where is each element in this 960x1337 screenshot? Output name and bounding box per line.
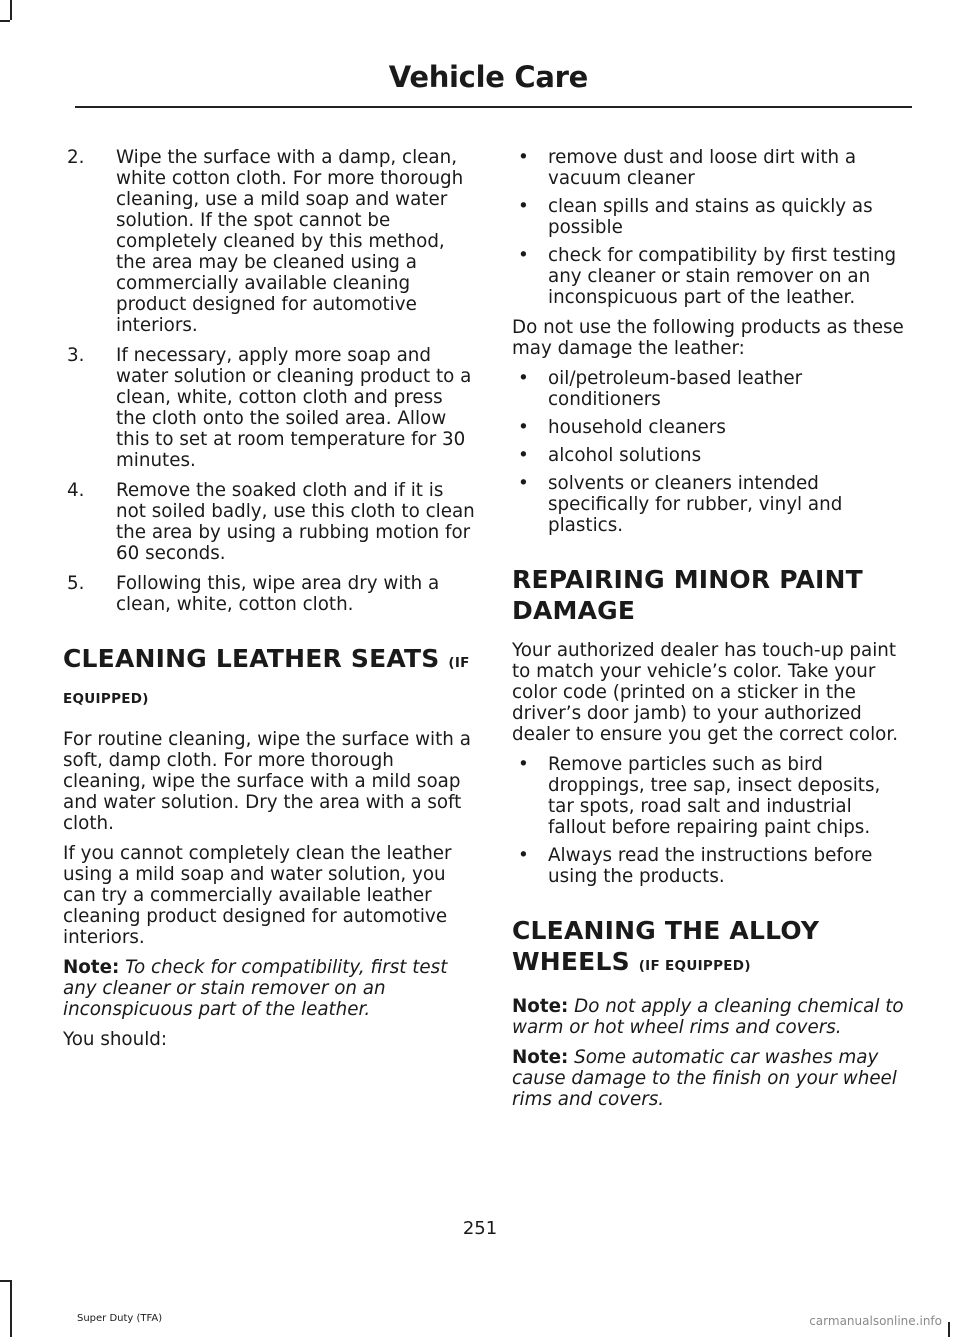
step-text: If necessary, apply more soap and water solution or cleaning product to a clean, white, cotton cloth and press the cloth onto the soiled area. Allow this to set at room temperature for 30 minutes. bbox=[116, 345, 472, 471]
paragraph: Do not use the following products as these may damage the leather: bbox=[512, 317, 904, 359]
right-column bbox=[512, 147, 907, 1119]
note-label: Note: bbox=[512, 1047, 569, 1068]
step-number: 4. bbox=[67, 480, 85, 501]
leather-seats-heading bbox=[63, 643, 475, 715]
heading-text: CLEANING LEATHER SEATS bbox=[63, 644, 440, 673]
list-item-text: solvents or cleaners intended specifically for rubber, vinyl and plastics. bbox=[548, 473, 843, 536]
page-number: 251 bbox=[462, 1218, 498, 1239]
bullet: • bbox=[518, 845, 529, 866]
note-text: To check for compatibility, first test any cleaner or stain remover on an inconspicuous part of the leather. bbox=[63, 957, 448, 1020]
bullet: • bbox=[518, 245, 529, 266]
paragraph: For routine cleaning, wipe the surface with a soft, damp cloth. For more thorough cleaning, wipe the surface with a mild soap and water solution. Dry the area with a soft cloth. bbox=[63, 729, 471, 834]
left-column bbox=[63, 147, 475, 1059]
bullet: • bbox=[518, 417, 529, 438]
note bbox=[512, 1047, 907, 1110]
list-item-text: household cleaners bbox=[548, 417, 726, 438]
list-item bbox=[63, 573, 475, 615]
list-item bbox=[512, 196, 907, 238]
bullet: • bbox=[518, 754, 529, 775]
list-item-text: Remove particles such as bird droppings, tree sap, insect deposits, tar spots, road salt and industrial fallout before repairing paint chips. bbox=[548, 754, 881, 838]
list-item-text: Always read the instructions before using the products. bbox=[548, 845, 873, 887]
paint-damage-heading: REPAIRING MINOR PAINT DAMAGE bbox=[512, 565, 863, 625]
list-item bbox=[63, 480, 475, 564]
list-item bbox=[512, 368, 907, 410]
heading-qualifier: (IF EQUIPPED) bbox=[63, 655, 470, 707]
list-item bbox=[512, 754, 907, 838]
list-item bbox=[512, 473, 907, 536]
section-title: Vehicle Care bbox=[388, 60, 588, 94]
paint-list bbox=[512, 754, 907, 887]
step-text: Following this, wipe area dry with a clean, white, cotton cloth. bbox=[116, 573, 440, 615]
step-number: 5. bbox=[67, 573, 85, 594]
note-text: Do not apply a cleaning chemical to warm or hot wheel rims and covers. bbox=[512, 996, 904, 1038]
footer-model: Super Duty (TFA) bbox=[77, 1313, 163, 1324]
list-item bbox=[512, 845, 907, 887]
heading-text: CLEANING THE ALLOY WHEELS bbox=[512, 916, 820, 976]
list-item-text: clean spills and stains as quickly as possible bbox=[548, 196, 873, 238]
should-list bbox=[512, 147, 907, 308]
note-label: Note: bbox=[63, 957, 120, 978]
note-text: Some automatic car washes may cause damage to the finish on your wheel rims and covers. bbox=[512, 1047, 897, 1110]
step-number: 3. bbox=[67, 345, 85, 366]
list-item bbox=[512, 147, 907, 189]
paragraph: You should: bbox=[63, 1029, 168, 1050]
note bbox=[512, 996, 907, 1038]
list-item-text: oil/petroleum-based leather conditioners bbox=[548, 368, 803, 410]
list-item bbox=[63, 345, 475, 471]
header-divider bbox=[75, 106, 912, 108]
list-item bbox=[512, 445, 907, 466]
crop-mark-bottom-left-h bbox=[0, 1280, 12, 1282]
list-item-text: alcohol solutions bbox=[548, 445, 702, 466]
bullet: • bbox=[518, 147, 529, 168]
list-item bbox=[512, 245, 907, 308]
paragraph: Your authorized dealer has touch-up paint to match your vehicle’s color. Take your color code (printed on a sticker in the driver’s door jamb) to your authorized dealer to ensure you get the correct color. bbox=[512, 640, 899, 745]
note bbox=[63, 957, 475, 1020]
note-label: Note: bbox=[512, 996, 569, 1017]
list-item bbox=[512, 417, 907, 438]
step-text: Remove the soaked cloth and if it is not soiled badly, use this cloth to clean the area by using a rubbing motion for 60 seconds. bbox=[116, 480, 475, 564]
watermark: carmanualsonline.info bbox=[809, 1314, 942, 1328]
alloy-wheels-heading bbox=[512, 915, 907, 982]
bullet: • bbox=[518, 196, 529, 217]
step-number: 2. bbox=[67, 147, 85, 168]
crop-mark-top-left-h bbox=[0, 20, 10, 22]
bullet: • bbox=[518, 473, 529, 494]
cleaning-steps-list bbox=[63, 147, 475, 615]
heading-qualifier: (IF EQUIPPED) bbox=[638, 958, 751, 974]
do-not-list bbox=[512, 368, 907, 536]
paragraph: If you cannot completely clean the leather using a mild soap and water solution, you can try a commercially available leather cleaning product designed for automotive interiors. bbox=[63, 843, 452, 948]
crop-mark-top-left-v bbox=[10, 0, 12, 20]
bullet: • bbox=[518, 445, 529, 466]
crop-mark-bottom-right-v bbox=[948, 1322, 950, 1337]
list-item-text: check for compatibility by first testing any cleaner or stain remover on an inconspicuous part of the leather. bbox=[548, 245, 897, 308]
bullet: • bbox=[518, 368, 529, 389]
list-item bbox=[63, 147, 475, 336]
list-item-text: remove dust and loose dirt with a vacuum cleaner bbox=[548, 147, 857, 189]
step-text: Wipe the surface with a damp, clean, white cotton cloth. For more thorough cleaning, use a mild soap and water solution. If the spot cannot be completely cleaned by this method, the area may be cleaned using a commercially available cleaning product designed for automotive interiors. bbox=[116, 147, 464, 336]
crop-mark-bottom-left-v bbox=[10, 1280, 12, 1337]
